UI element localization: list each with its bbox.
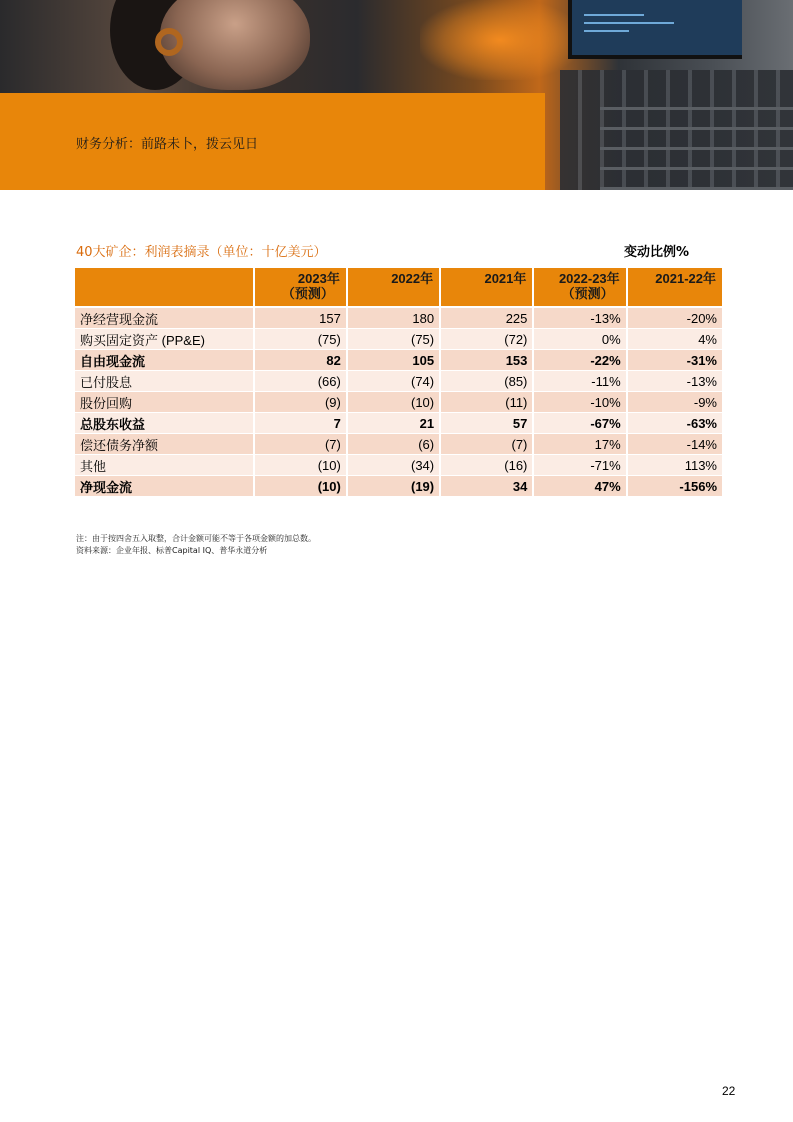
change-percent-label: 变动比例% xyxy=(624,245,690,260)
row-label: 自由现金流 xyxy=(75,350,254,371)
row-value: (74) xyxy=(347,371,440,392)
row-value: (75) xyxy=(347,329,440,350)
row-value: 17% xyxy=(533,434,626,455)
row-value: -14% xyxy=(627,434,722,455)
header-main-text: 2022-23年 xyxy=(558,271,620,286)
row-value: 153 xyxy=(440,350,533,371)
header-main-text: 2021-22年 xyxy=(655,271,716,286)
row-value: 105 xyxy=(347,350,440,371)
table-title: 40大矿企：利润表摘录（单位：十亿美元） xyxy=(76,245,327,260)
row-label: 净经营现金流 xyxy=(75,307,254,329)
row-value: 7 xyxy=(254,413,347,434)
row-value: (11) xyxy=(440,392,533,413)
header-cell-2 xyxy=(347,268,440,307)
row-value: 21 xyxy=(347,413,440,434)
row-value: (75) xyxy=(254,329,347,350)
photo-earring xyxy=(155,28,183,56)
row-value: (10) xyxy=(347,392,440,413)
row-label: 股份回购 xyxy=(75,392,254,413)
source-note: 资料来源：企业年报、标普Capital IQ、普华永道分析 xyxy=(76,546,268,555)
table-row xyxy=(75,476,722,497)
row-value: -13% xyxy=(533,307,626,329)
row-value: -31% xyxy=(627,350,722,371)
header-cell-5 xyxy=(627,268,722,307)
table-row xyxy=(75,371,722,392)
page-number: 22 xyxy=(722,1084,736,1098)
row-value: 47% xyxy=(533,476,626,497)
header-sub-text: （预测） xyxy=(281,286,334,301)
table-row xyxy=(75,307,722,329)
table-row xyxy=(75,350,722,371)
row-value: 225 xyxy=(440,307,533,329)
row-value: (85) xyxy=(440,371,533,392)
table-row xyxy=(75,434,722,455)
photo-equipment-cables xyxy=(600,95,793,190)
row-value: (66) xyxy=(254,371,347,392)
section-title: 财务分析：前路未卜，拨云见日 xyxy=(76,137,259,152)
rounding-note: 注：由于按四舍五入取整，合计金额可能不等于各项金额的加总数。 xyxy=(76,534,316,543)
row-value: -20% xyxy=(627,307,722,329)
photo-monitor xyxy=(568,0,742,59)
row-label: 净现金流 xyxy=(75,476,254,497)
row-value: 34 xyxy=(440,476,533,497)
row-value: -10% xyxy=(533,392,626,413)
row-value: -67% xyxy=(533,413,626,434)
row-label: 偿还债务净额 xyxy=(75,434,254,455)
row-value: 82 xyxy=(254,350,347,371)
row-value: (72) xyxy=(440,329,533,350)
table-row xyxy=(75,413,722,434)
row-value: (10) xyxy=(254,476,347,497)
row-value: (7) xyxy=(440,434,533,455)
header-sub-text: （预测） xyxy=(561,286,614,301)
income-statement-table xyxy=(75,268,722,497)
row-label: 购买固定资产 (PP&E) xyxy=(75,329,254,350)
row-value: -11% xyxy=(533,371,626,392)
row-value: (10) xyxy=(254,455,347,476)
row-value: -22% xyxy=(533,350,626,371)
row-value: (19) xyxy=(347,476,440,497)
header-cell-label xyxy=(75,268,254,307)
row-label: 其他 xyxy=(75,455,254,476)
table-header-row xyxy=(75,268,722,307)
row-value: 57 xyxy=(440,413,533,434)
table-row xyxy=(75,455,722,476)
header-cell-1 xyxy=(254,268,347,307)
row-value: 180 xyxy=(347,307,440,329)
row-value: 0% xyxy=(533,329,626,350)
photo-light-glow xyxy=(420,0,580,80)
header-cell-4 xyxy=(533,268,626,307)
row-value: 157 xyxy=(254,307,347,329)
row-value: -63% xyxy=(627,413,722,434)
row-value: 113% xyxy=(627,455,722,476)
row-label: 总股东收益 xyxy=(75,413,254,434)
row-value: -13% xyxy=(627,371,722,392)
row-value: (9) xyxy=(254,392,347,413)
row-label: 已付股息 xyxy=(75,371,254,392)
row-value: (7) xyxy=(254,434,347,455)
row-value: -156% xyxy=(627,476,722,497)
header-cell-3 xyxy=(440,268,533,307)
header-main-text: 2022年 xyxy=(391,271,434,286)
table-row xyxy=(75,329,722,350)
row-value: (34) xyxy=(347,455,440,476)
header-main-text: 2021年 xyxy=(484,271,527,286)
row-value: -71% xyxy=(533,455,626,476)
table-row xyxy=(75,392,722,413)
header-main-text: 2023年 xyxy=(297,271,340,286)
row-value: (16) xyxy=(440,455,533,476)
row-value: 4% xyxy=(627,329,722,350)
row-value: (6) xyxy=(347,434,440,455)
row-value: -9% xyxy=(627,392,722,413)
